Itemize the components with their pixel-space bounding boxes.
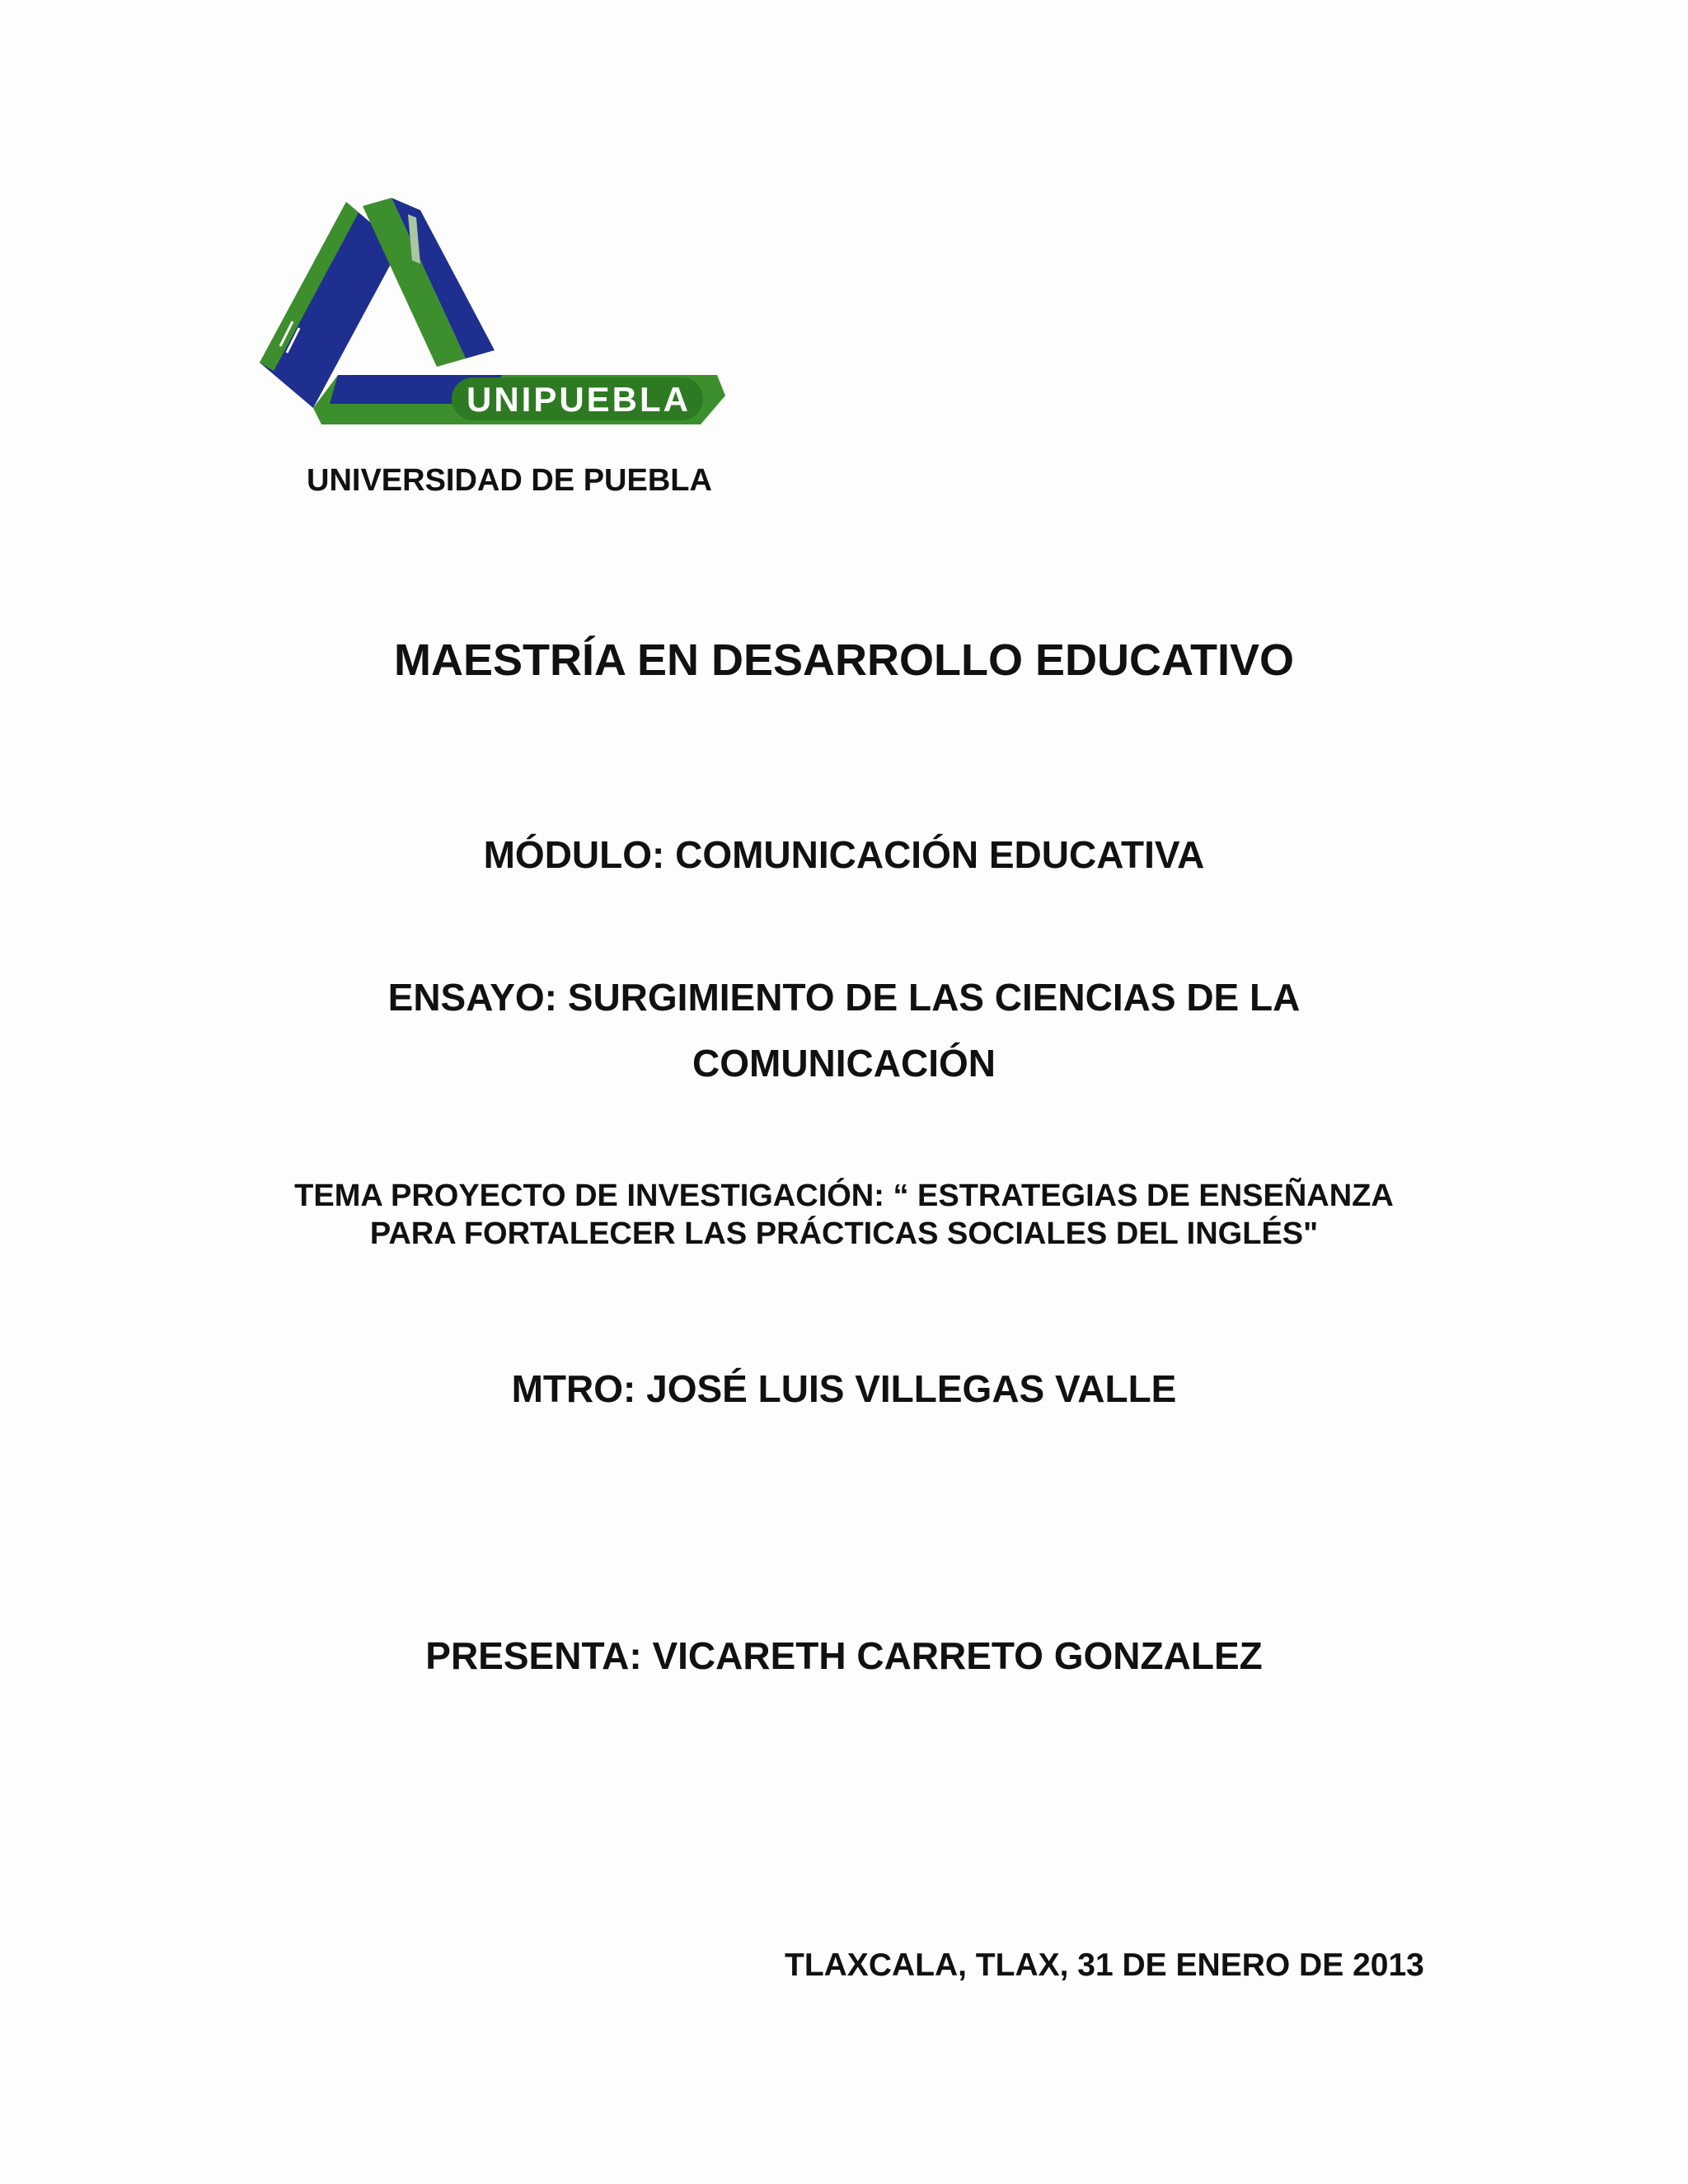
essay-title-line-2: COMUNICACIÓN [692, 1042, 996, 1085]
essay-title [0, 964, 1688, 1096]
module-title: MÓDULO: COMUNICACIÓN EDUCATIVA [483, 833, 1205, 876]
program-title: MAESTRÍA EN DESARROLLO EDUCATIVO [393, 635, 1295, 685]
presenter-name: PRESENTA: VICARETH CARRETO GONZALEZ [425, 1634, 1263, 1677]
research-topic-line-1: TEMA PROYECTO DE INVESTIGACIÓN: “ ESTRATEGIAS DE ENSEÑANZA [294, 1179, 1394, 1213]
unipuebla-logo [256, 198, 734, 445]
place-and-date: TLAXCALA, TLAX, 31 DE ENERO DE 2013 [785, 1947, 1424, 1983]
essay-title-line-1: ENSAYO: SURGIMIENTO DE LAS CIENCIAS DE LA [387, 976, 1301, 1019]
logo-wordmark: UNIPUEBLA [466, 380, 692, 419]
research-topic [0, 1177, 1688, 1253]
institution-name: UNIVERSIDAD DE PUEBLA [307, 463, 712, 498]
teacher-name: MTRO: JOSÉ LUIS VILLEGAS VALLE [511, 1367, 1177, 1410]
research-topic-line-2: PARA FORTALECER LAS PRÁCTICAS SOCIALES DEL INGLÉS" [369, 1216, 1319, 1251]
